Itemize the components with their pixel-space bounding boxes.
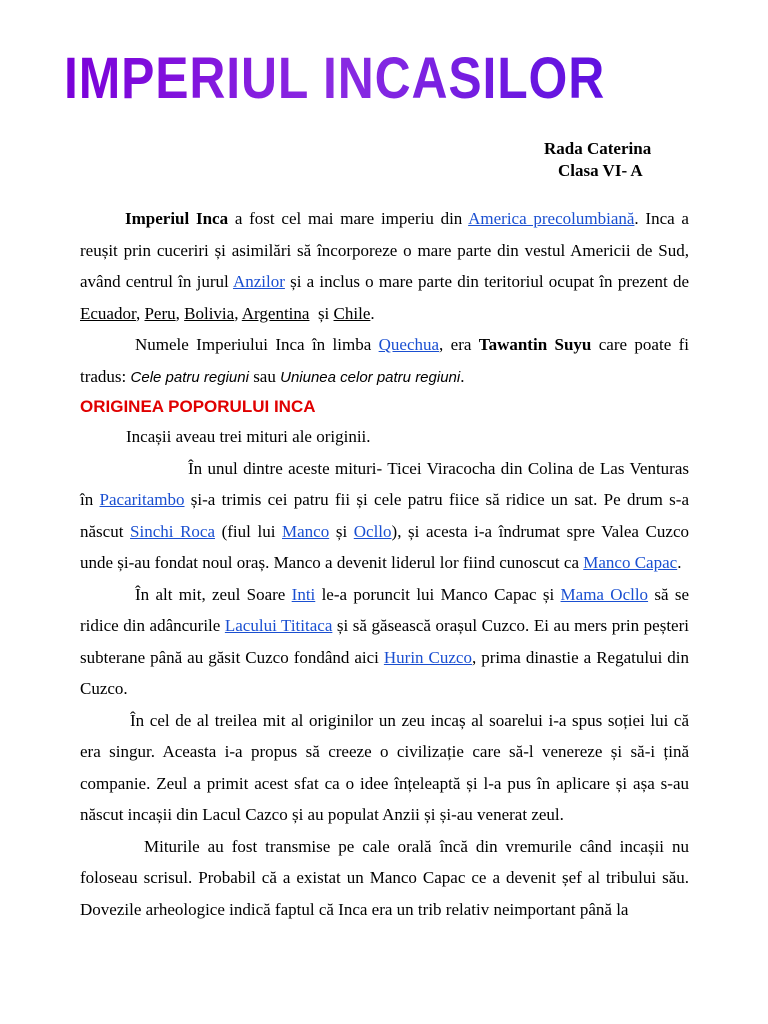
document-body (80, 203, 689, 925)
document-title: IMPERIUL INCASILOR (64, 46, 606, 111)
author-name: Rada Caterina (544, 139, 652, 158)
paragraph: Incașii aveau trei mituri ale originii. (126, 427, 371, 446)
link-manco[interactable]: Manco (282, 521, 330, 541)
italic-translation: Cele patru regiuni (130, 368, 249, 386)
country-ecuador: Ecuador (80, 303, 136, 323)
link-hurin-cuzco[interactable]: Hurin Cuzco (383, 647, 472, 667)
link-anzilor[interactable]: Anzilor (232, 272, 285, 291)
section-heading: ORIGINEA POPORULUI INCA (80, 397, 316, 416)
bold-term: Imperiul Inca (125, 209, 229, 228)
italic-translation: Uniunea celor patru regiuni (280, 368, 461, 386)
paragraph-myth-3: În cel de al treilea mit al originilor un zeu incaș al soarelui i-a spus soției lui că era singur. Aceasta i-a propus să creeze o civilizație care să-l venereze și să-i țină companie. Zeul a primit acest sfat ca o idee înțeleaptă și l-a pus în aplicare și așa s-au născut incașii din Lacul Cazco și au populat Anzii și și-au venerat zeul. (80, 710, 689, 824)
author-class: Clasa VI- A (558, 161, 643, 180)
link-sinchi-roca[interactable]: Sinchi Roca (130, 521, 216, 541)
link-lacului-tititaca[interactable]: Lacului Tititaca (224, 616, 333, 635)
link-ocllo[interactable]: Ocllo (353, 521, 392, 541)
link-quechua[interactable]: Quechua (378, 335, 440, 354)
link-manco-capac[interactable]: Manco Capac (583, 553, 678, 572)
paragraph-intro: Imperiul Inca a fost cel mai mare imperiu din America precolumbiană. Inca a reușit prin cuceriri și asimilări să încorporeze o mare parte din vestul Americii de Sud, având centrul în jurul Anzilor și a inclus o mare parte din teritoriul ocupat în prezent de Ecuador, Peru, Bolivia, Argentina și Chile. (80, 209, 689, 323)
country-argentina: Argentina (241, 303, 310, 323)
link-inti[interactable]: Inti (291, 584, 316, 604)
country-peru: Peru (144, 303, 176, 323)
paragraph-name: Numele Imperiului Inca în limba Quechua, era Tawantin Suyu care poate fi tradus: Cele patru regiuni sau Uniunea celor patru regiuni. (80, 335, 689, 386)
link-mama-ocllo[interactable]: Mama Ocllo (560, 584, 649, 604)
paragraph-myth-1: În unul dintre aceste mituri- Ticei Viracocha din Colina de Las Venturas în Pacaritambo și-a trimis cei patru fii și cele patru fiice să ridice un sat. Pe drum s-a născut Sinchi Roca (fiul lui Manco și Ocllo), și acesta i-a îndrumat spre Valea Cuzco unde și-au fondat noul oraș. Manco a devenit liderul lor fiind cunoscut ca Manco Capac. (80, 458, 689, 572)
paragraph-myth-2: În alt mit, zeul Soare Inti le-a poruncit lui Manco Capac și Mama Ocllo să se ridice din adâncurile Lacului Tititaca și să găsească orașul Cuzco. Ei au mers prin peșteri subterane până au găsit Cuzco fondând aici Hurin Cuzco, prima dinastie a Regatului din Cuzco. (80, 584, 690, 698)
paragraph-oral-tradition: Miturile au fost transmise pe cale orală încă din vremurile când incașii nu foloseau scrisul. Probabil că a existat un Manco Capac ce a devenit șef al tribului său. Dovezile arheologice indică faptul că Inca era un trib relativ neimportant până la (80, 836, 689, 919)
bold-term: Tawantin Suyu (478, 335, 592, 354)
country-chile: Chile (333, 303, 371, 323)
link-america-precolumbiana[interactable]: America precolumbiană (468, 209, 635, 228)
country-bolivia: Bolivia (184, 303, 235, 323)
link-pacaritambo[interactable]: Pacaritambo (99, 490, 185, 509)
